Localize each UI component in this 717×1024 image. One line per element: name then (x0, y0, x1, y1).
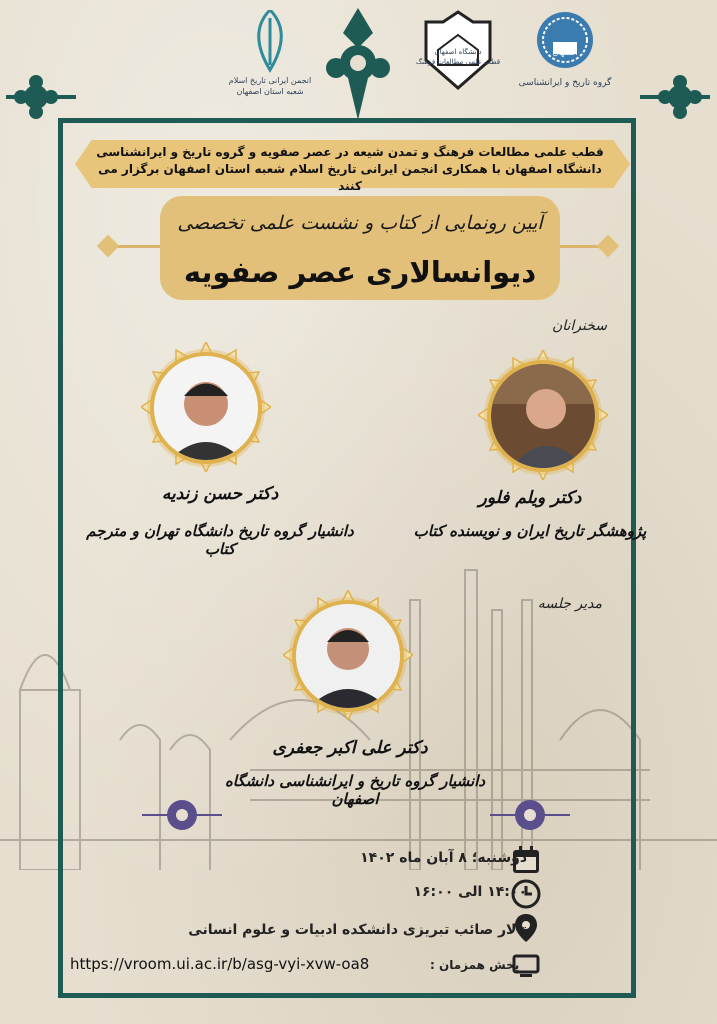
ornament-left-icon (142, 795, 222, 835)
stream-url-link[interactable]: https://vroom.ui.ac.ir/b/asg-vyi-xvw-oa8 (70, 955, 370, 973)
moderator-photo (292, 600, 404, 712)
left-logo-caption: انجمن ایرانی تاریخ اسلام (228, 76, 312, 85)
ornament-top-center-icon (318, 8, 398, 123)
organizers-line-1: قطب علمی مطالعات فرهنگ و تمدن شیعه در عصر صفویه و گروه تاریخ و ایرانشناسی (96, 145, 604, 159)
speaker-2-name: دکتر حسن زندیه (161, 484, 279, 504)
event-date: دوشنبه؛ ۸ آبان ماه ۱۴۰۲ (360, 850, 527, 866)
event-time: ۱۴:۰۰ الی ۱۶:۰۰ (413, 884, 527, 900)
event-subtitle: آیین رونمایی از کتاب و نشست علمی تخصصی (177, 212, 543, 234)
speaker-1-role: پژوهشگر تاریخ ایران و نویسنده کتاب (413, 522, 647, 540)
speaker-1-photo (487, 360, 599, 472)
organizers-line-2: دانشگاه اصفهان با همکاری انجمن ایرانی تاریخ اسلام شعبه استان اصفهان برگزار می کنند (98, 162, 602, 193)
organizers-text (85, 144, 615, 195)
center-logo-caption: دانشگاه اصفهان (434, 48, 482, 56)
center-logo-subcaption: قطب علمی مطالعات فرهنگ (415, 58, 501, 66)
speaker-2-role: دانشیار گروه تاریخ دانشگاه تهران و مترجم کتاب (86, 522, 354, 558)
right-logo-badge: اصفهان (552, 48, 578, 57)
moderator-avatar-icon (296, 604, 400, 708)
speaker-2-avatar-icon (154, 356, 258, 460)
ornament-right-icon (490, 795, 570, 835)
speaker-2-photo (150, 352, 262, 464)
ornament-top-left-icon (6, 72, 76, 122)
speakers-label: سخنرانان (551, 318, 607, 334)
speaker-1-name: دکتر ویلم فلور (478, 488, 582, 508)
left-logo-subcaption: شعبه استان اصفهان (236, 87, 304, 96)
moderator-name: دکتر علی اکبر جعفری (272, 738, 428, 758)
moderator-label: مدیر جلسه (537, 596, 602, 612)
right-logo-caption: گروه تاریخ و ایرانشناسی (518, 78, 612, 88)
history-department-logo (535, 10, 595, 70)
ornament-top-right-icon (640, 72, 710, 122)
event-location: تالار صائب تبریزی دانشکده ادبیات و علوم انسانی (188, 922, 527, 938)
stream-label: پخش همزمان : (430, 958, 520, 972)
speaker-1-avatar-icon (491, 364, 595, 468)
islamic-history-society-logo (250, 10, 290, 75)
event-title: دیوانسالاری عصر صفویه (183, 255, 537, 289)
moderator-role: دانشیار گروه تاریخ و ایرانشناسی دانشگاه اصفهان (224, 772, 486, 808)
